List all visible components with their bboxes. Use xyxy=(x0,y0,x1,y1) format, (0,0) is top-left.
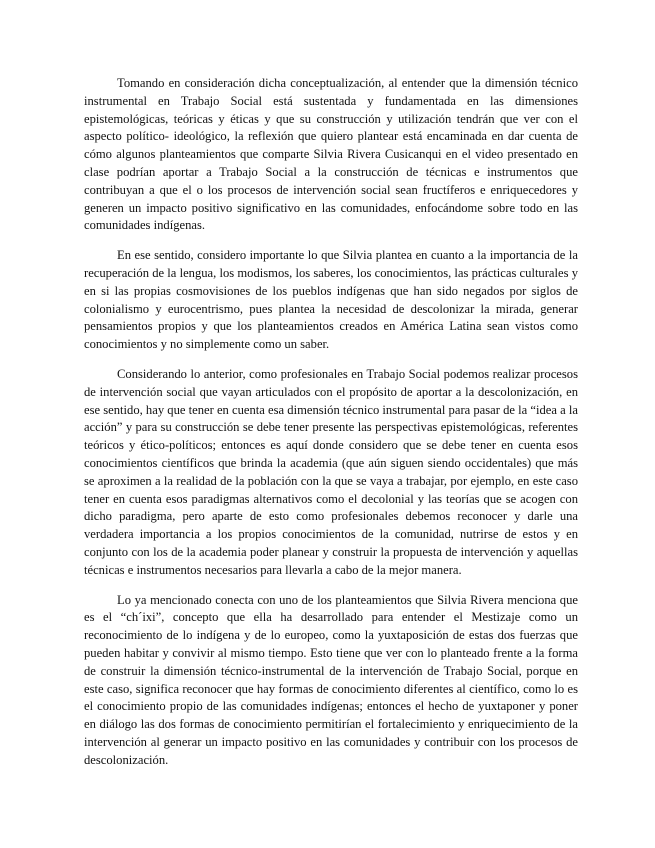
paragraph-4: Lo ya mencionado conecta con uno de los planteamientos que Silvia Rivera menciona que es el “ch´ixi”, concepto que ella ha desarrollado para entender el Mestizaje como un reconocimiento de lo indígena y de lo europeo, como la yuxtaposición de estas dos fuerzas que pueden habitar y convivir al mismo tiempo. Esto tiene que ver con lo planteado frente a la forma de construir la dimensión técnico-instrumental de la intervención de Trabajo Social, porque en este caso, significa reconocer que hay formas de conocimiento diferentes al científico, como lo es el conocimiento propio de las comunidades indígenas; entonces el hecho de yuxtaponer y poner en diálogo las dos formas de conocimiento permitirían el fortalecimiento y enriquecimiento de la intervención al generar un impacto positivo en las comunidades y contribuir con los procesos de descolonización. xyxy=(84,592,578,767)
paragraph-1: Tomando en consideración dicha conceptualización, al entender que la dimensión técnico instrumental en Trabajo Social está sustentada y fundamentada en las dimensiones epistemológicas, teóricas y éticas y que su construcción y utilización tendrán que ver con el aspecto político- ideológico, la reflexión que quiero plantear está encaminada en dar cuenta de cómo algunos planteamientos que comparte Silvia Rivera Cusicanqui en el video presentado en clase podrían aportar a Trabajo Social a la construcción de técnicas e instrumentos que contribuyan a que el o los procesos de intervención social sean fructíferos e enriquecedores y generen un impacto positivo significativo en las comunidades, enfocándome sobre todo en las comunidades indígenas. xyxy=(84,76,578,233)
paragraph-2: En ese sentido, considero importante lo que Silvia plantea en cuanto a la importancia de la recuperación de la lengua, los modismos, los saberes, los conocimientos, las prácticas culturales y en si las propias cosmovisiones de los pueblos indígenas que han sido negados por siglos de colonialismo y eurocentrismo, pues plantea la necesidad de descolonizar la mirada, generar pensamientos propios y que los planteamientos creados en América Latina sean vistos como conocimientos y no simplemente como un saber. xyxy=(84,248,578,352)
document-body xyxy=(84,75,578,769)
paragraph-3: Considerando lo anterior, como profesionales en Trabajo Social podemos realizar procesos de intervención social que vayan articulados con el propósito de aportar a la descolonización, en ese sentido, hay que tener en cuenta esa dimensión técnico instrumental para pasar de la “idea a la acción” y para su construcción se debe tener presente las perspectivas epistemológicas, referentes teóricos y ético-políticos; entonces es aquí donde considero que se debe tener en cuenta esos conocimientos científicos que brinda la academia (que aún siguen siendo occidentales) que más se aproximen a la realidad de la población con la que se vaya a trabajar, por ejemplo, en este caso tener en cuenta esos paradigmas alternativos como el decolonial y las teorías que se acogen con dicho paradigma, pero aparte de esto como profesionales debemos reconocer y darle una verdadera importancia a los propios conocimientos de la comunidad, nutrirse de estos y en conjunto con los de la academia poder planear y construir la propuesta de intervención y aquellas técnicas e instrumentos necesarios para llevarla a cabo de la mejor manera. xyxy=(84,366,578,577)
